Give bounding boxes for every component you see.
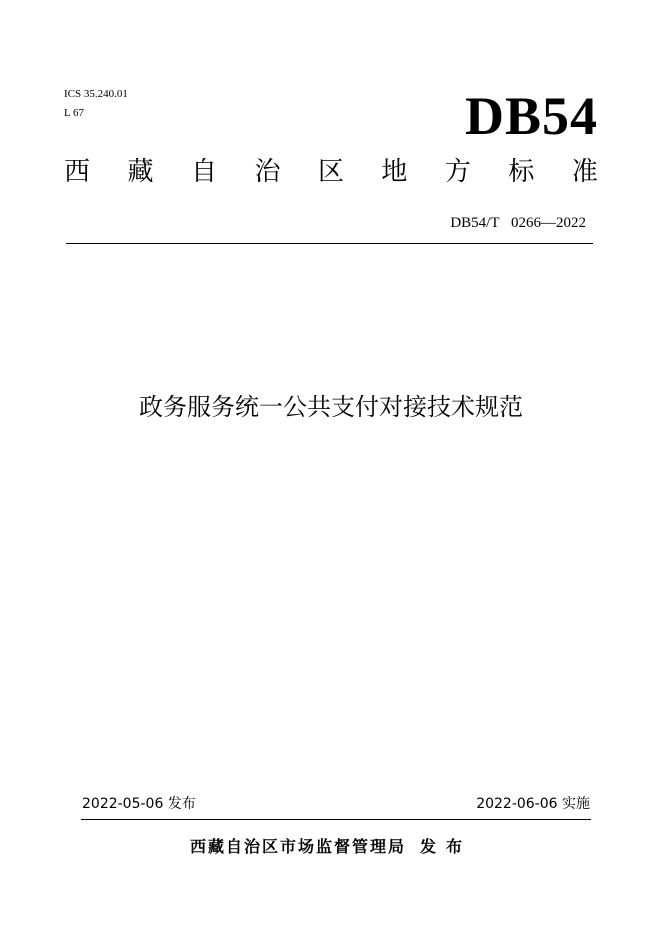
standard-type-char: 标 bbox=[508, 157, 535, 187]
publisher-line bbox=[0, 837, 662, 857]
standard-type-char: 自 bbox=[190, 157, 217, 187]
publisher-name: 西藏自治区市场监督管理局 bbox=[189, 837, 406, 856]
standard-type-char: 治 bbox=[254, 157, 281, 187]
standard-type-char: 藏 bbox=[127, 157, 154, 187]
standard-type-char: 准 bbox=[571, 157, 598, 187]
bottom-divider bbox=[81, 819, 591, 820]
standard-logo: DB54 bbox=[464, 86, 598, 146]
standard-type-heading bbox=[64, 157, 598, 187]
standard-type-char: 区 bbox=[317, 157, 344, 187]
standard-type-char: 方 bbox=[444, 157, 471, 187]
standard-type-char: 地 bbox=[381, 157, 408, 187]
top-divider bbox=[66, 243, 593, 244]
standard-type-char: 西 bbox=[64, 157, 91, 187]
clc-code: L 67 bbox=[64, 107, 85, 119]
implementation-date: 2022-06-06 实施 bbox=[476, 796, 590, 812]
standard-number: DB54/T 0266—2022 bbox=[450, 215, 586, 231]
ics-code: ICS 35.240.01 bbox=[64, 88, 128, 100]
issue-date: 2022-05-06 发布 bbox=[82, 796, 196, 812]
publisher-action: 发布 bbox=[420, 837, 473, 856]
document-title: 政务服务统一公共支付对接技术规范 bbox=[139, 393, 523, 421]
